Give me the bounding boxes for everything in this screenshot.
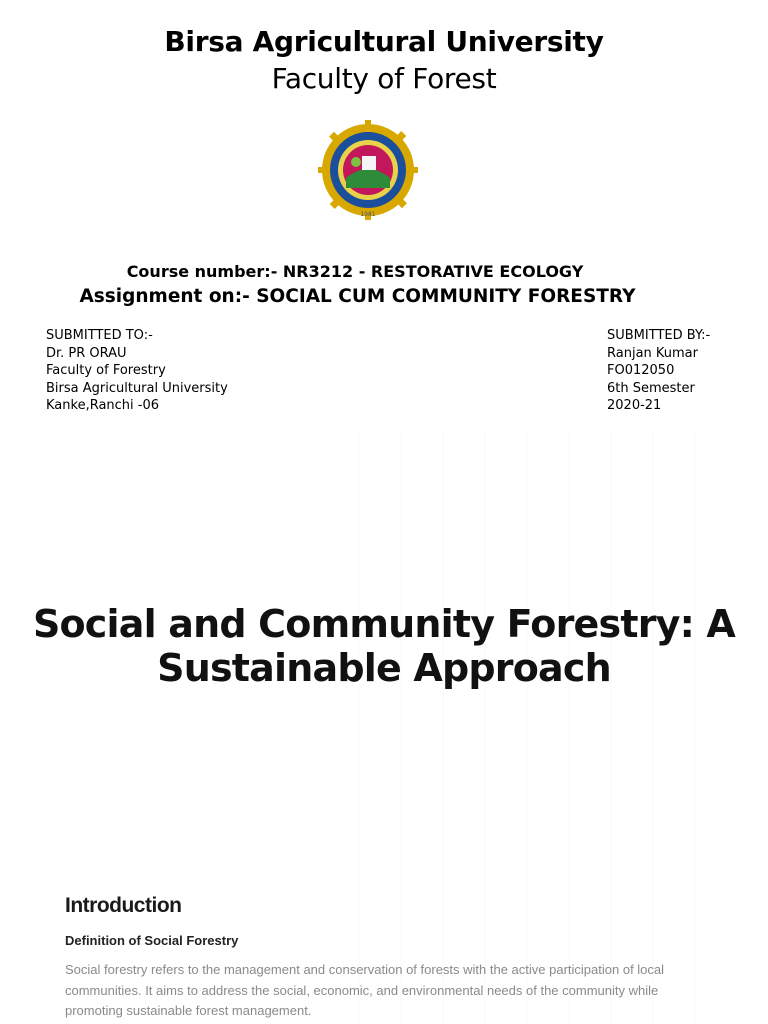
course-number: Course number:- NR3212 - RESTORATIVE ECOLOGY <box>126 262 584 281</box>
submitted-to-line: Faculty of Forestry <box>46 363 166 378</box>
assignment-title: Assignment on:- SOCIAL CUM COMMUNITY FORESTRY <box>79 286 636 307</box>
slide-title-line: Social and Community Forestry: A <box>32 602 736 646</box>
faculty-name: Faculty of Forest <box>271 62 497 95</box>
university-name: Birsa Agricultural University <box>164 25 604 58</box>
submitted-by-heading: SUBMITTED BY:- <box>607 328 711 343</box>
submitted-to-heading: SUBMITTED TO:- <box>46 328 153 343</box>
submitted-by-line: 2020-21 <box>607 398 662 413</box>
submitted-by-line: FO012050 <box>607 363 675 378</box>
slide-title <box>0 602 768 690</box>
svg-text:1981: 1981 <box>360 211 376 218</box>
definition-heading: Definition of Social Forestry <box>65 933 239 948</box>
introduction-heading: Introduction <box>65 894 182 917</box>
submitted-by-line: 6th Semester <box>607 380 695 396</box>
submitted-to-line: Dr. PR ORAU <box>46 345 127 361</box>
submitted-to-line: Birsa Agricultural University <box>46 380 228 396</box>
definition-body: Social forestry refers to the management and conservation of forests with the active participation of local communities. It aims to address the social, economic, and environmental needs of the community while promoting sustainable forest management. <box>65 962 665 1018</box>
slide-background <box>318 430 728 1024</box>
university-emblem-icon <box>318 120 418 220</box>
submitted-to-line: Kanke,Ranchi -06 <box>46 398 160 413</box>
submitted-by-block <box>607 327 710 415</box>
slide-title-line: Sustainable Approach <box>157 646 611 690</box>
submitted-by-line: Ranjan Kumar <box>607 345 698 361</box>
submitted-to-block <box>46 327 228 415</box>
